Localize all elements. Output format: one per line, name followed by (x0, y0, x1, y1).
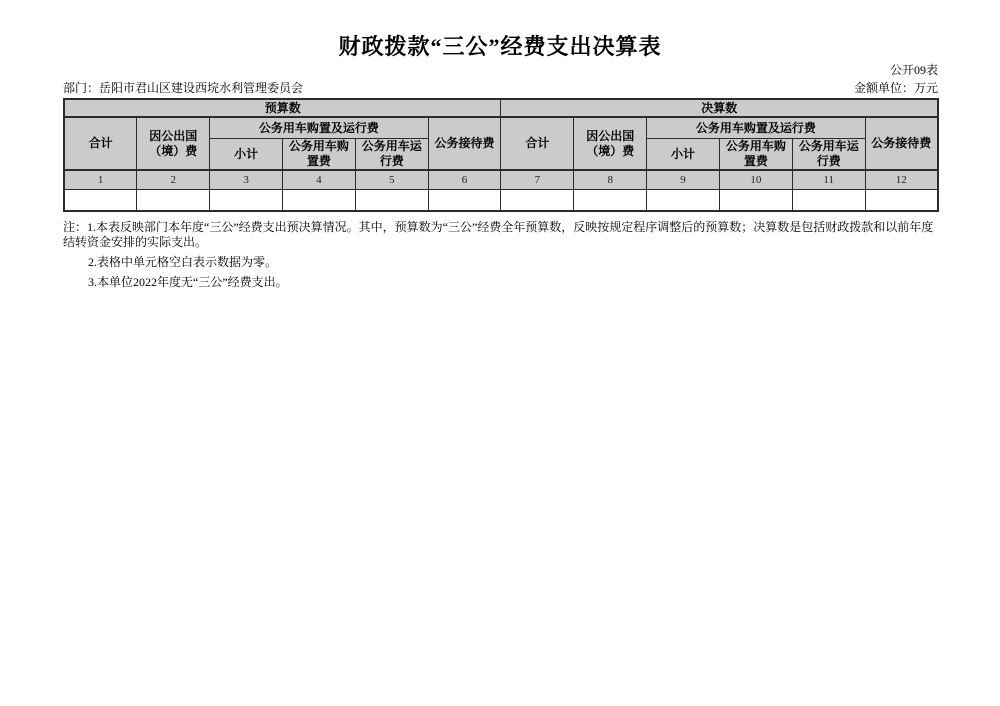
unit-label: 金额单位：万元 (853, 81, 938, 95)
data-cell (501, 190, 574, 212)
column-number: 5 (355, 170, 428, 190)
notes-block (63, 220, 941, 295)
column-number: 1 (64, 170, 137, 190)
header-reception-budget: 公务接待费 (428, 117, 501, 170)
column-number: 11 (792, 170, 865, 190)
header-abroad-fee-budget: 因公出国（境）费 (137, 117, 210, 170)
data-cell (210, 190, 283, 212)
header-vehicle-group-budget: 公务用车购置及运行费 (210, 117, 428, 139)
data-cell (282, 190, 355, 212)
header-total-budget: 合计 (64, 117, 137, 170)
column-number-row (64, 170, 938, 190)
header-row-mid (64, 117, 938, 139)
data-cell (428, 190, 501, 212)
data-row (64, 190, 938, 212)
group-header-row (64, 99, 938, 117)
column-number: 4 (282, 170, 355, 190)
doc-code-label: 公开09表 (889, 63, 938, 77)
header-vehicle-operation-budget: 公务用车运行费 (355, 139, 428, 171)
group-header-final: 决算数 (501, 99, 938, 117)
header-vehicle-group-final: 公务用车购置及运行费 (647, 117, 865, 139)
three-public-expense-table (63, 98, 939, 212)
column-number: 9 (647, 170, 720, 190)
header-subtotal-budget: 小计 (210, 139, 283, 171)
data-cell (865, 190, 938, 212)
data-cell (719, 190, 792, 212)
note-2: 2.表格中单元格空白表示数据为零。 (88, 255, 278, 269)
header-abroad-fee-final: 因公出国（境）费 (574, 117, 647, 170)
header-reception-final: 公务接待费 (865, 117, 938, 170)
header-vehicle-operation-final: 公务用车运行费 (792, 139, 865, 171)
column-number: 8 (574, 170, 647, 190)
header-vehicle-purchase-final: 公务用车购置费 (719, 139, 792, 171)
department-label: 部门：岳阳市君山区建设西垸水利管理委员会 (63, 81, 304, 95)
column-number: 10 (719, 170, 792, 190)
column-number: 7 (501, 170, 574, 190)
data-cell (647, 190, 720, 212)
data-cell (355, 190, 428, 212)
column-number: 6 (428, 170, 501, 190)
data-cell (137, 190, 210, 212)
meta-row (63, 79, 938, 96)
data-cell (792, 190, 865, 212)
column-number: 2 (137, 170, 210, 190)
header-total-final: 合计 (501, 117, 574, 170)
data-cell (574, 190, 647, 212)
column-number: 12 (865, 170, 938, 190)
header-subtotal-final: 小计 (647, 139, 720, 171)
header-vehicle-purchase-budget: 公务用车购置费 (282, 139, 355, 171)
column-number: 3 (210, 170, 283, 190)
note-1: 注：1.本表反映部门本年度“三公”经费支出预决算情况。其中，预算数为“三公”经费全年预算数，反映按规定程序调整后的预算数；决算数是包括财政拨款和以前年度结转资金安排的实际支出。 (63, 220, 934, 249)
group-header-budget: 预算数 (64, 99, 501, 117)
note-3: 3.本单位2022年度无“三公”经费支出。 (88, 275, 288, 289)
page-title: 财政拨款“三公”经费支出决算表 (338, 34, 662, 59)
data-cell (64, 190, 137, 212)
